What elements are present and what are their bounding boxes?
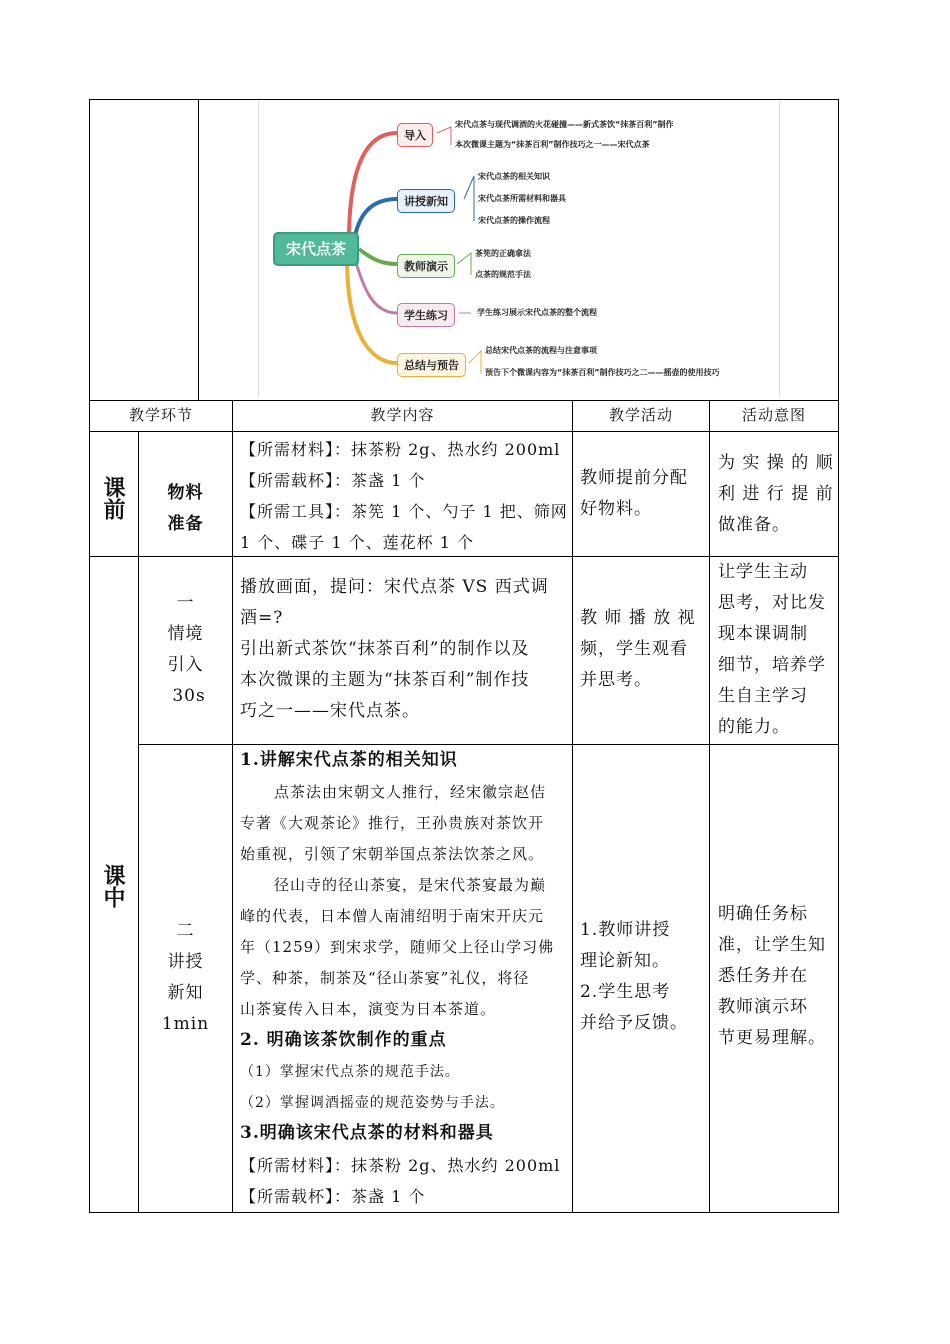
intro-activity: 教 师 播 放 视 (580, 608, 696, 628)
mindmap-leaf: 宋代点茶所需材料和器具 (478, 194, 566, 203)
pre-content-line: 1 个、碟子 1 个、莲花杯 1 个 (240, 533, 474, 552)
knowledge-intent: 教师演示环 (718, 997, 808, 1017)
mindmap-branch-practice: 学生练习 (397, 303, 455, 327)
header-teaching-stage: 教学环节 (128, 406, 193, 424)
knowledge-list-item: （2）掌握调酒摇壶的规范姿势与手法。 (240, 1095, 505, 1111)
branch-line-demo (359, 249, 397, 264)
knowledge-heading-1: 1.讲解宋代点茶的相关知识 (240, 750, 458, 770)
header-teaching-activity: 教学活动 (608, 406, 673, 424)
branch-line-intro (349, 133, 397, 241)
knowledge-material-line: 【所需材料】：抹茶粉 2g、热水约 200ml (240, 1156, 561, 1175)
knowledge-paragraph-line: 峰的代表，日本僧人南浦绍明于南宋开庆元 (240, 907, 545, 925)
pre-content-line: 【所需材料】：抹茶粉 2g、热水约 200ml (240, 440, 561, 459)
knowledge-list-item: （1）掌握宋代点茶的规范手法。 (240, 1064, 460, 1080)
knowledge-paragraph-line: 学、种茶，制茶及“径山茶宴”礼仪，将径 (240, 969, 530, 987)
mindmap-leaf: 茶筅的正确拿法 (475, 249, 531, 258)
mindmap-leaf: 总结宋代点茶的流程与注意事项 (485, 346, 597, 355)
knowledge-activity: 1.教师讲授 (580, 920, 671, 940)
mindmap (258, 101, 780, 397)
intro-intent: 的能力。 (718, 717, 790, 737)
knowledge-paragraph-line: 始重视，引领了宋朝举国点茶法饮茶之风。 (240, 845, 545, 863)
knowledge-paragraph-line: 山茶宴传入日本，演变为日本茶道。 (240, 1000, 497, 1018)
knowledge-intent: 明确任务标 (718, 904, 808, 924)
intro-content-line: 引出新式茶饮“抹茶百利”的制作以及 (240, 639, 530, 659)
mindmap-leaf: 点茶的规范手法 (475, 270, 531, 279)
step-scenario-intro: 一 (176, 593, 195, 613)
mindmap-leaf: 预告下个微课内容为“抹茶百利”制作技巧之二——摇壶的使用技巧 (485, 368, 720, 377)
intro-intent: 让学生主动 (718, 562, 808, 582)
pre-activity: 好物料。 (580, 499, 652, 519)
step-scenario-intro: 引入 (167, 655, 204, 675)
intro-activity: 并思考。 (580, 670, 652, 690)
knowledge-material-line: 【所需载杯】：茶盏 1 个 (240, 1187, 426, 1206)
knowledge-heading-3: 3.明确该宋代点茶的材料和器具 (240, 1123, 494, 1143)
step-new-knowledge: 新知 (167, 983, 204, 1003)
knowledge-paragraph-line: 点茶法由宋朝文人推行，经宋徽宗赵佶 (274, 783, 547, 801)
pre-intent: 做准备。 (718, 515, 790, 535)
intro-activity: 频，学生观看 (580, 639, 688, 659)
intro-intent: 细节，培养学 (718, 655, 826, 675)
knowledge-heading-2: 2. 明确该茶饮制作的重点 (240, 1030, 447, 1050)
step-new-knowledge: 1min (161, 1014, 210, 1034)
step-scenario-intro: 30s (172, 686, 206, 706)
intro-content-line: 本次微课的主题为“抹茶百利”制作技 (240, 670, 530, 690)
phase-in-class: 课中 (100, 864, 126, 908)
pre-intent: 利 进 行 提 前 (718, 484, 834, 504)
pre-content-line: 【所需载杯】：茶盏 1 个 (240, 471, 426, 490)
intro-intent: 思考，对比发 (718, 593, 826, 613)
pre-activity: 教师提前分配 (580, 468, 688, 488)
pre-content-line: 【所需工具】：茶筅 1 个、勺子 1 把、筛网 (240, 502, 568, 521)
intro-content-line: 酒=? (240, 608, 284, 628)
mindmap-branch-demo: 教师演示 (397, 254, 455, 278)
step-scenario-intro: 情境 (167, 624, 204, 644)
mindmap-leaf: 宋代点茶的相关知识 (478, 172, 550, 181)
knowledge-intent: 节更易理解。 (718, 1028, 826, 1048)
mindmap-leaf: 宋代点茶与现代调酒的火花碰撞——新式茶饮“抹茶百利”制作 (455, 120, 674, 129)
branch-line-teach (354, 199, 397, 241)
knowledge-activity: 并给予反馈。 (580, 1013, 688, 1033)
intro-content-line: 播放画面，提问：宋代点茶 VS 西式调 (240, 577, 549, 597)
intro-content-line: 巧之一——宋代点茶。 (240, 701, 420, 721)
knowledge-activity: 理论新知。 (580, 951, 670, 971)
step-material-prep: 物料 (167, 483, 204, 503)
knowledge-paragraph-line: 年（1259）到宋求学，随师父上径山学习佛 (240, 938, 555, 956)
knowledge-intent: 悉任务并在 (718, 966, 808, 986)
intro-intent: 现本课调制 (718, 624, 808, 644)
mindmap-leaf: 宋代点茶的操作流程 (478, 216, 550, 225)
knowledge-paragraph-line: 专著《大观茶论》推行，王孙贵族对茶饮开 (240, 814, 545, 832)
mindmap-branch-teach: 讲授新知 (397, 189, 455, 213)
intro-intent: 生自主学习 (718, 686, 808, 706)
step-material-prep: 准备 (167, 514, 204, 534)
knowledge-paragraph-line: 径山寺的径山茶宴，是宋代茶宴最为巅 (274, 876, 547, 894)
header-teaching-content: 教学内容 (370, 406, 435, 424)
pre-intent: 为 实 操 的 顺 (718, 453, 834, 473)
knowledge-activity: 2.学生思考 (580, 982, 671, 1002)
mindmap-leaf: 学生练习展示宋代点茶的整个流程 (477, 308, 597, 317)
mindmap-branch-summary: 总结与预告 (397, 353, 466, 377)
step-new-knowledge: 讲授 (167, 952, 204, 972)
knowledge-intent: 准，让学生知 (718, 935, 826, 955)
step-new-knowledge: 二 (176, 921, 195, 941)
mindmap-leaf: 本次微课主题为“抹茶百利”制作技巧之一——宋代点茶 (455, 140, 650, 149)
mindmap-root: 宋代点茶 (273, 232, 359, 266)
header-activity-intent: 活动意图 (741, 406, 806, 424)
mindmap-branch-intro: 导入 (397, 123, 433, 147)
phase-pre-class: 课前 (100, 476, 126, 520)
